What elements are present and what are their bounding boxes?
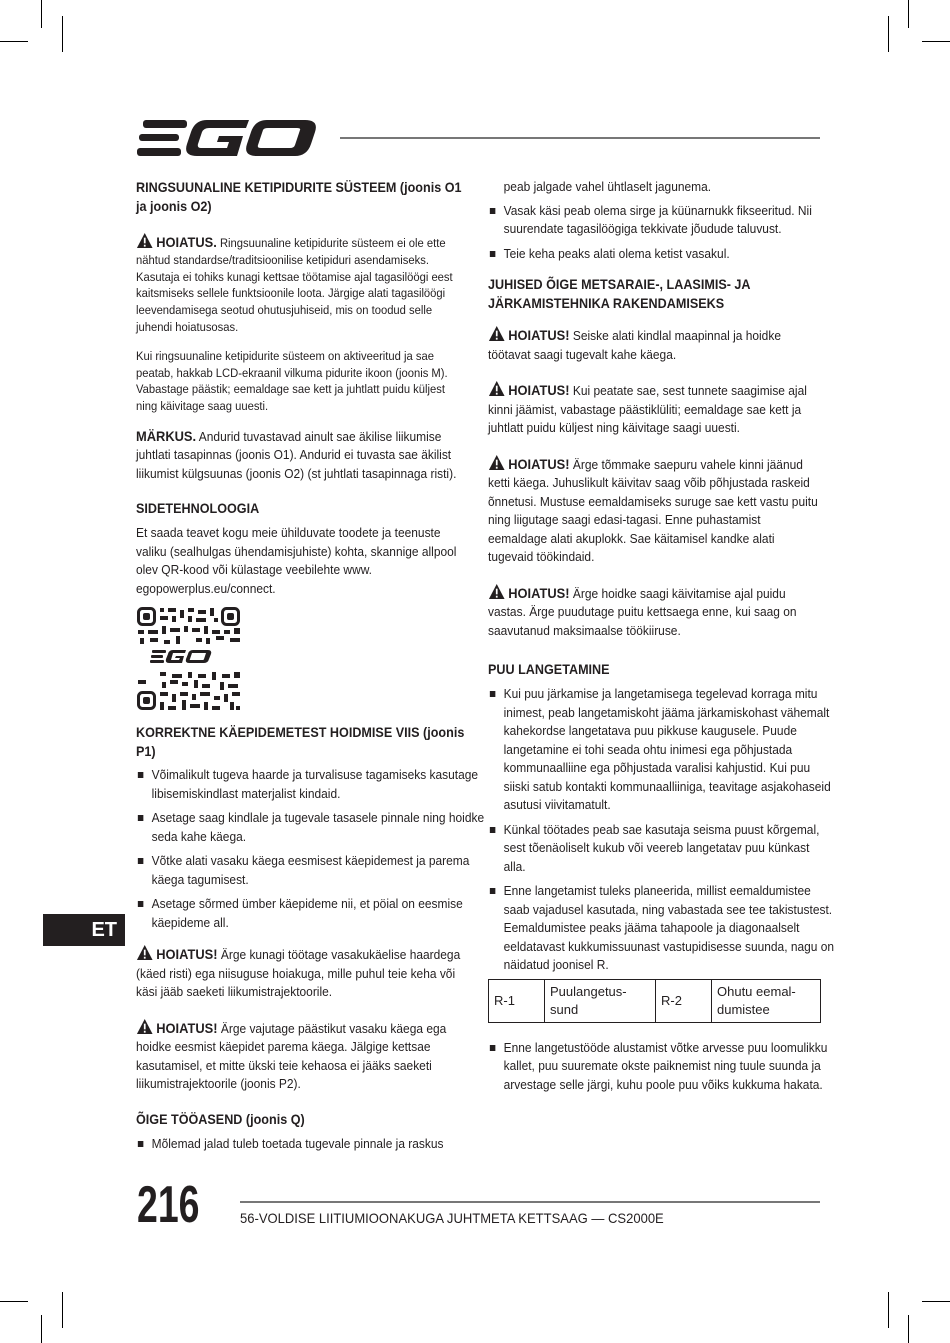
- list-item: Enne langetamist tuleks planeerida, millist eemaldumistee saab vajadusel kasutada, ning vabastada see tee takistustest. Eemaldumistee peaks jääma tahapoole ja diagonaalselt eeldatavast kukkumissuunast vastupidisesse suunda, nagu on näidatud joonisel R.: [488, 882, 834, 975]
- qr-ego-logo: [150, 650, 211, 663]
- body-paragraph: peab jalgade vahel ühtlaselt jagunema.: [503, 179, 712, 194]
- warning-label: HOIATUS!: [156, 946, 218, 963]
- bullet-list: [136, 766, 485, 932]
- warning-icon: [488, 325, 505, 342]
- list-item: Vasak käsi peab olema sirge ja küünarnukk fikseeritud. Nii suurendate tagasilöögiga tekkivate jõudude taluvust.: [488, 202, 834, 239]
- warning-text: Ärge kunagi töötage vasakukäelise haardega (käed risti) ega niisuguse hoiakuga, mille puhul teie keha või käsi jääb saeketi liikumistrajektoorile.: [136, 947, 461, 1000]
- footer-rule: [240, 1201, 820, 1203]
- crop-mark: [0, 1301, 28, 1302]
- warning-text: Kui peatate sae, sest tunnete saagimise ajal kinni jäämist, vabastage päästiklüliti; eemaldage sae kett ja juhtlatt puidu küljest ning käivitage saagi uuesti.: [488, 383, 807, 435]
- warning-icon: [136, 1018, 153, 1035]
- warning-label: HOIATUS!: [508, 455, 570, 472]
- bullet-list: [488, 1039, 828, 1095]
- crop-mark: [62, 1292, 63, 1328]
- warning-paragraph: [488, 583, 819, 641]
- list-item: Kui puu järkamise ja langetamisega tegelevad korraga mitu inimest, peab langetamiskoht jääma järkamiskohast vähemalt kahekordse langetatava puu pikkuse kaugusele. Puude langetamine ei tohi seada ohtu inimesi ega põhjustada kommunaalliine ega põhjustada varalisi kahjustid. Kui puu siiski satub kontakti kommunaalliiniga, teavitage asjakohaseid asutusi viivitamatult.: [488, 685, 834, 815]
- warning-paragraph: [488, 325, 819, 364]
- warning-text: Seiske alati kindlal maapinnal ja hoidke töötavat saagi tugevalt kahe käega.: [488, 328, 781, 362]
- crop-mark: [0, 41, 28, 42]
- crop-mark: [922, 41, 950, 42]
- table-row: [489, 979, 821, 1022]
- section-heading: PUU LANGETAMINE: [488, 661, 610, 677]
- warning-text: Ringsuunaline ketipidurite süsteem ei ole ette nähtud standardse/traditsioonilise ketipiduri asendamiseks. Kasutaja ei tohiks kunagi kettsae töötamise ajal tagasilöögi eest kaitsmiseks sellele funktsioonile loota. Järgige alati tagasilöögi leevendamisega seotud ohutusjuhiseid, mis on toodud selle juhendi hoiatusosas.: [136, 236, 453, 334]
- warning-label: HOIATUS!: [508, 327, 570, 343]
- list-item: Asetage saag kindlale ja tugevale tasasele pinnale ning hoidke seda kahe käega.: [136, 809, 484, 846]
- bullet-list: [488, 202, 821, 264]
- crop-mark: [62, 16, 63, 52]
- section-heading: SIDETEHNOLOOGIA: [136, 500, 260, 517]
- header-rule: [340, 137, 820, 139]
- warning-paragraph: [488, 380, 819, 438]
- table-cell: Ohutu eemal-dumistee: [712, 979, 821, 1022]
- list-item: Võimalikult tugeva haarde ja turvalisuse tagamiseks kasutage libisemiskindlast materjalist kindaid.: [136, 766, 484, 803]
- section-heading: KORREKTNE KÄEPIDEMETEST HOIDMISE VIIS (joonis P1): [136, 724, 465, 760]
- ego-logo: [137, 118, 321, 158]
- crop-mark: [888, 1292, 889, 1328]
- table-cell: R-2: [656, 979, 712, 1022]
- warning-icon: [488, 454, 505, 471]
- list-item: Mõlemad jalad tuleb toetada tugevale pinnale ja raskus: [136, 1135, 484, 1154]
- crop-mark: [41, 0, 42, 28]
- warning-paragraph: [136, 944, 469, 1002]
- note-label: MÄRKUS.: [136, 427, 197, 444]
- warning-paragraph: [488, 454, 819, 567]
- section-heading: ÕIGE TÖÖASEND (joonis Q): [136, 1110, 305, 1127]
- crop-mark: [922, 1301, 950, 1302]
- list-item: Võtke alati vasaku käega eesmisest käepidemest ja parema käega tagumisest.: [136, 852, 484, 889]
- warning-text: Ärge tõmmake saepuru vahele kinni jäänud ketti käega. Juhuslikult käivitav saag võib põhjustada raskeid õnnetusi. Mustuse eemaldamiseks suruge sae kett vastu puitu ning liigutage saagi edasi-tagasi. Enne puhastamist eemaldage alati akuplokk. Sae käitamisel kandke alati tugevaid töökindaid.: [488, 456, 818, 564]
- body-paragraph: Et saada teavet kogu meie ühilduvate toodete ja teenuste valiku (sealhulgas ühendamisjuhiste) kohta, skannige allpool olev QR-kood või külastage veebilehte www. egopowerplus.eu/connect.: [136, 525, 457, 596]
- warning-icon: [488, 583, 505, 600]
- note-text: Andurid tuvastavad ainult sae äkilise liikumise juhtlati tasapinnas (joonis O1). Andurid ei tuvasta sae äkilist liikumist külgsuunas (joonis O2) (st juhtlati tasapinnaga risti).: [136, 428, 457, 481]
- warning-paragraph: [136, 232, 469, 336]
- language-tab: ET: [43, 914, 125, 946]
- figure-legend-table: [488, 979, 821, 1023]
- warning-icon: [488, 380, 505, 397]
- bullet-list: [136, 1135, 471, 1154]
- right-column: [488, 178, 835, 1094]
- crop-mark: [908, 0, 909, 28]
- qr-code: [136, 606, 242, 712]
- list-item: Künkal töötades peab sae kasutaja seisma puust kõrgemal, sest tõenäoliselt kukub või veereb langetatav puu künkast alla.: [488, 821, 834, 877]
- section-heading: JUHISED ÕIGE METSARAIE-, LAASIMIS- JA JÄRKAMISTEHNIKA RAKENDAMISEKS: [488, 276, 751, 311]
- list-item: Teie keha peaks alati olema ketist vasakul.: [488, 245, 834, 264]
- crop-mark: [888, 16, 889, 52]
- section-heading: RINGSUUNALINE KETIPIDURITE SÜSTEEM (joonis O1 ja joonis O2): [136, 179, 462, 214]
- warning-label: HOIATUS!: [156, 1019, 218, 1036]
- warning-text: Ärge hoidke saagi käivitamise ajal puidu vastas. Ärge puudutage puitu kettsaega enne, kui saag on saavutanud maksimaalse töökiiruse.: [488, 585, 797, 638]
- warning-icon: [136, 232, 153, 249]
- footer-title: 56-VOLDISE LIITIUMIOONAKUGA JUHTMETA KETTSAAG — CS2000E: [240, 1210, 664, 1226]
- list-item: Asetage sõrmed ümber käepideme nii, et pöial on eesmise käepideme all.: [136, 895, 484, 932]
- body-paragraph: Kui ringsuunaline ketipidurite süsteem on aktiveeritud ja sae peatab, hakkab LCD-ekraanil vilkuma pidurite ikoon (joonis M). Vabastage päästik; eemaldage sae kett ja juhtlatt puidu küljest ning käivitage saag uuesti.: [136, 348, 448, 414]
- crop-mark: [41, 1315, 42, 1343]
- warning-paragraph: [136, 1018, 469, 1094]
- warning-text: Ärge vajutage päästikut vasaku käega ega hoidke eesmist käepidet parema käega. Jälgige kettsae kasutamisel, et mitte ükski teie kehaosa ei jääks saeketi liikumistrajektoorile (joonis P2).: [136, 1020, 447, 1092]
- page-number: 216: [137, 1176, 200, 1234]
- list-item: Enne langetustööde alustamist võtke arvesse puu loomulikku kallet, puu suuremate okste paiknemist ning tuule suunda ja arvestage selle järgi, kuhu poole puu võiks kukkuma hakata.: [488, 1039, 834, 1095]
- warning-label: HOIATUS!: [508, 382, 570, 398]
- bullet-list: [488, 685, 835, 975]
- crop-mark: [908, 1315, 909, 1343]
- table-cell: R-1: [489, 979, 545, 1022]
- table-cell: Puulangetus-sund: [545, 979, 656, 1022]
- warning-label: HOIATUS.: [156, 234, 217, 250]
- warning-icon: [136, 944, 153, 961]
- left-column: [136, 178, 485, 1153]
- note-paragraph: [136, 427, 469, 484]
- warning-label: HOIATUS!: [508, 584, 570, 601]
